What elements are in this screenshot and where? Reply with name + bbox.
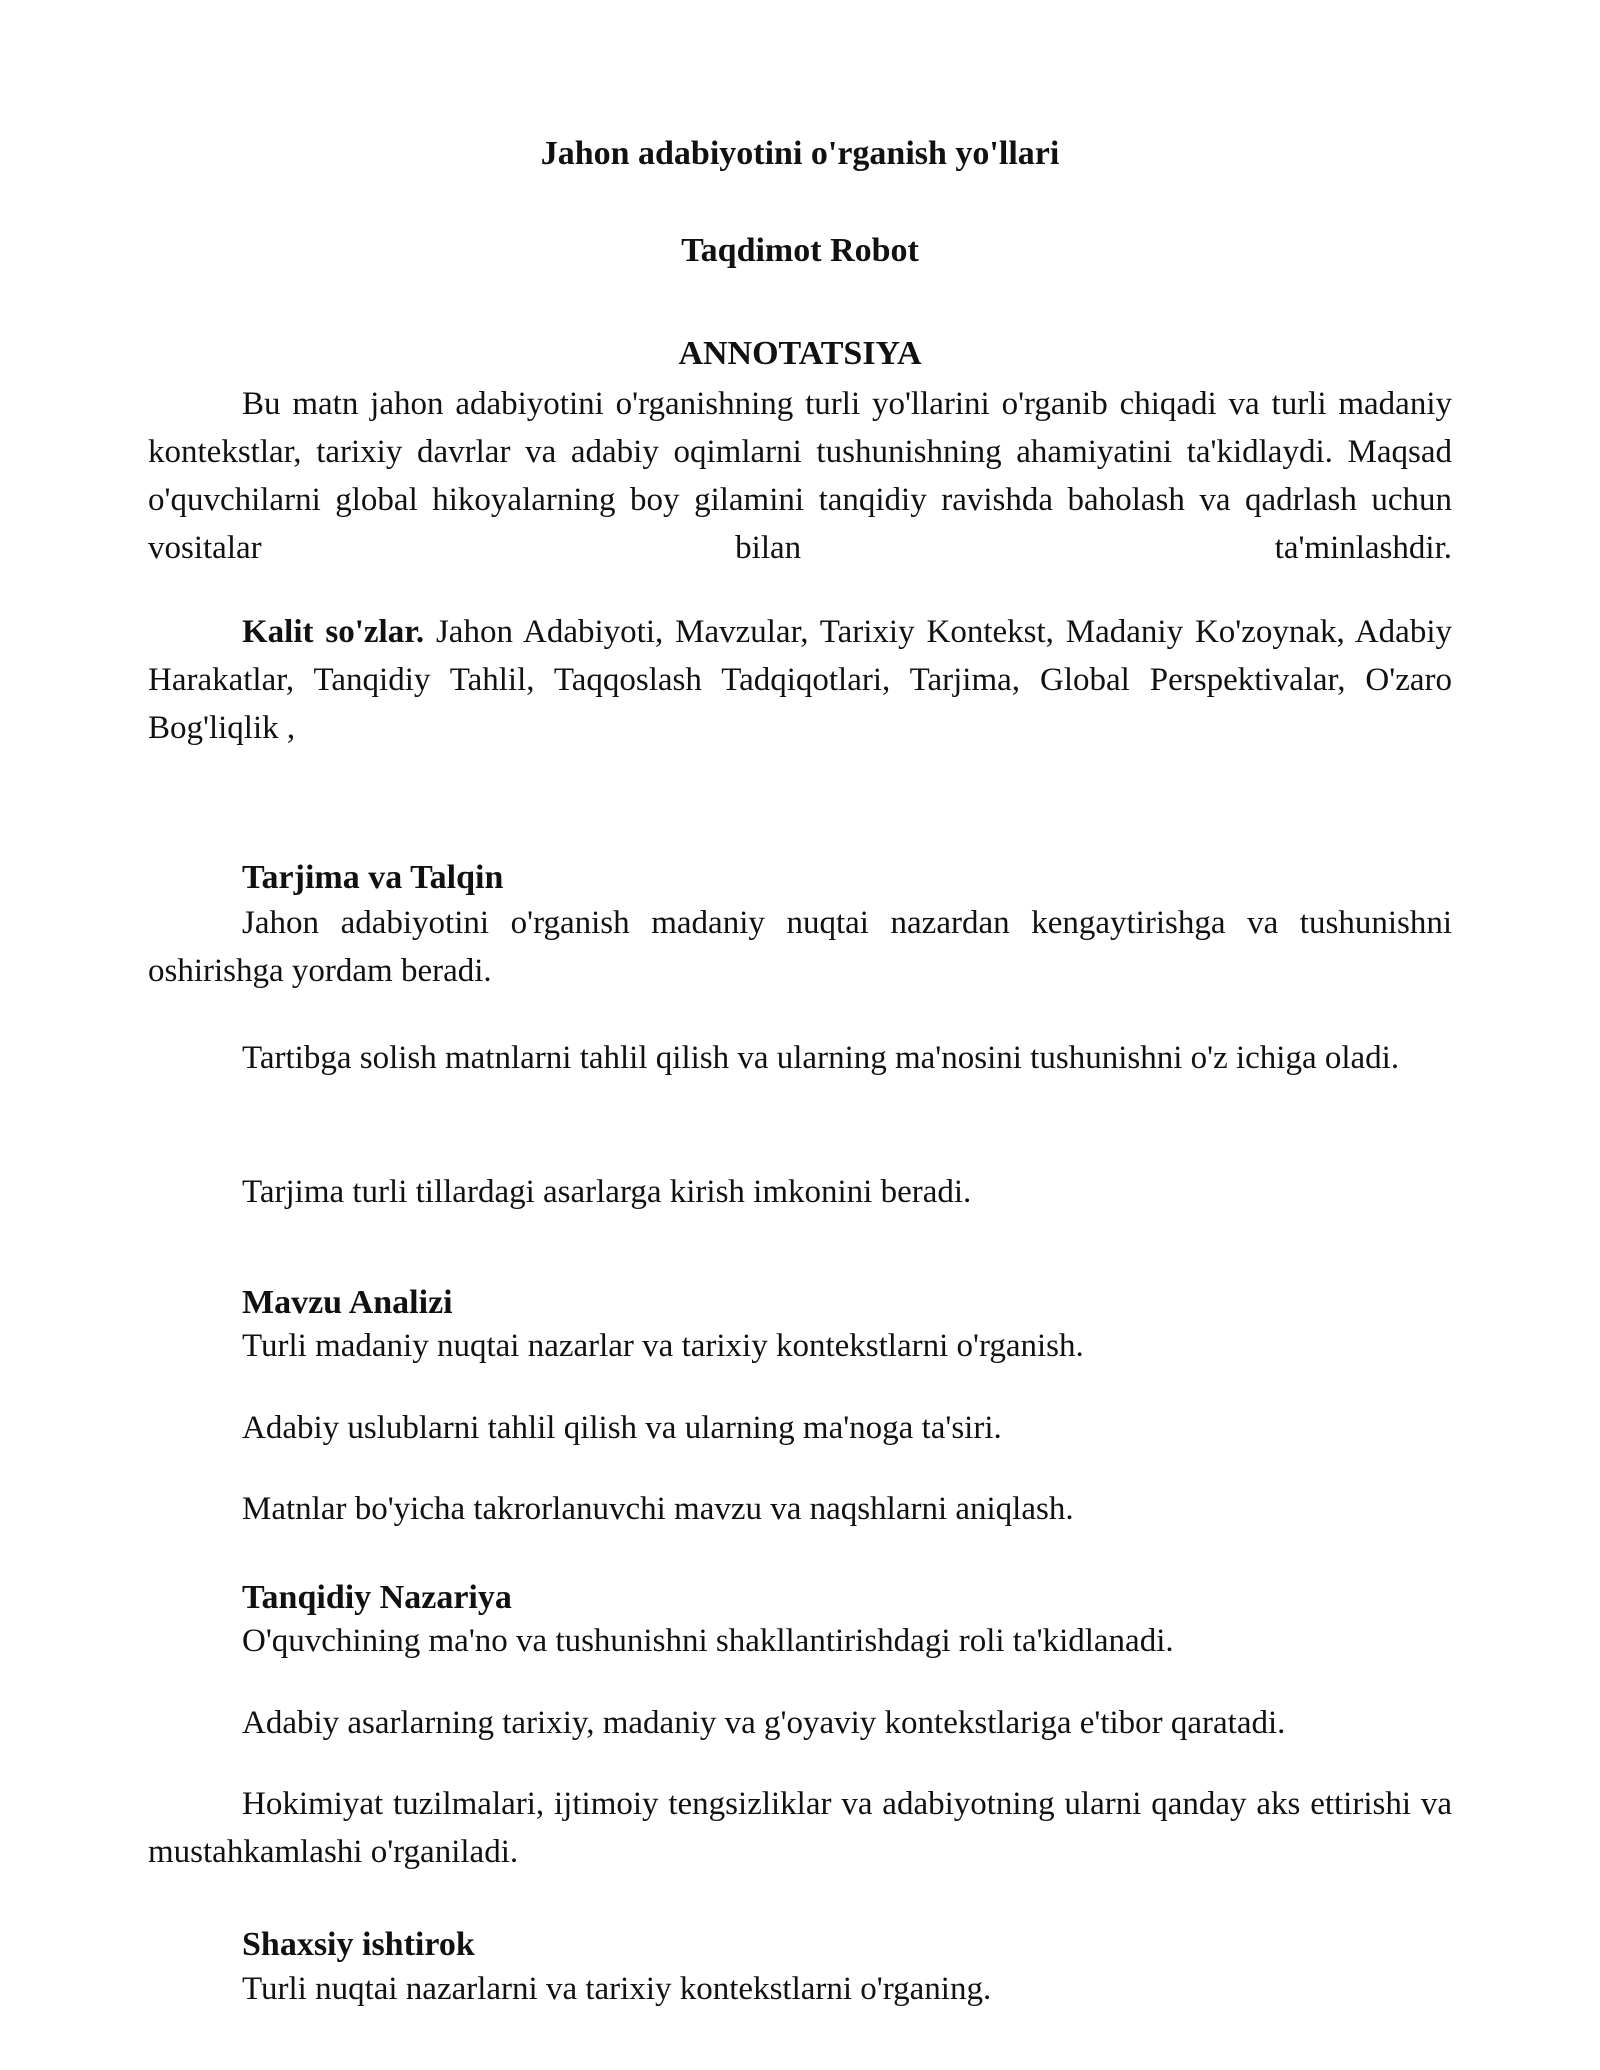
keywords-label: Kalit so'zlar. xyxy=(242,614,425,650)
section-paragraph: Turli nuqtai nazarlarni va tarixiy kontekstlarni o'rganing. xyxy=(242,1971,992,2007)
section-paragraph: Matnlar bo'yicha takrorlanuvchi mavzu va naqshlarni aniqlash. xyxy=(242,1491,1074,1527)
keywords-text: Jahon Adabiyoti, Mavzular, Tarixiy Kontekst, Madaniy Ko'zoynak, Adabiy Harakatlar, Tanqidiy Tahlil, Taqqoslash Tadqiqotlari, Tarjima, Global Perspektivalar, O'zaro Bog'liqlik , xyxy=(148,614,1452,746)
document-author: Taqdimot Robot xyxy=(681,232,919,269)
section-paragraph: O'quvchining ma'no va tushunishni shakllantirishdagi roli ta'kidlanadi. xyxy=(242,1623,1174,1659)
section-paragraph: Turli madaniy nuqtai nazarlar va tarixiy kontekstlarni o'rganish. xyxy=(242,1328,1084,1364)
keywords-paragraph xyxy=(148,608,1452,752)
section-heading: Shaxsiy ishtirok xyxy=(242,1926,475,1963)
document-page xyxy=(148,0,1452,2070)
section-heading: Tarjima va Talqin xyxy=(242,859,504,896)
section-paragraph: Jahon adabiyotini o'rganish madaniy nuqtai nazardan kengaytirishga va tushunishni oshirishga yordam beradi. xyxy=(148,905,1452,989)
section-paragraph: Adabiy asarlarning tarixiy, madaniy va g'oyaviy kontekstlariga e'tibor qaratadi. xyxy=(242,1705,1286,1741)
section-heading: Mavzu Analizi xyxy=(242,1284,453,1321)
section-paragraph: Tartibga solish matnlarni tahlil qilish va ularning ma'nosini tushunishni o'z ichiga oladi. xyxy=(242,1040,1400,1076)
section-paragraph: Adabiy uslublarni tahlil qilish va ularning ma'noga ta'siri. xyxy=(242,1410,1002,1446)
annotation-heading: ANNOTATSIYA xyxy=(678,335,922,372)
document-title: Jahon adabiyotini o'rganish yo'llari xyxy=(540,135,1060,172)
section-paragraph: Tarjima turli tillardagi asarlarga kirish imkonini beradi. xyxy=(242,1174,972,1210)
section-paragraph: Hokimiyat tuzilmalari, ijtimoiy tengsizliklar va adabiyotning ularni qanday aks ettirishi va mustahkamlashi o'rganiladi. xyxy=(148,1786,1452,1870)
annotation-paragraph: Bu matn jahon adabiyotini o'rganishning turli yo'llarini o'rganib chiqadi va turli madaniy kontekstlar, tarixiy davrlar va adabiy oqimlarni tushunishning ahamiyatini ta'kidlaydi. Maqsad o'quvchilarni global hikoyalarning boy gilamini tanqidiy ravishda baholash va qadrlash uchun vositalar bilan ta'minlashdir. xyxy=(148,386,1452,566)
section-heading: Tanqidiy Nazariya xyxy=(242,1579,512,1616)
